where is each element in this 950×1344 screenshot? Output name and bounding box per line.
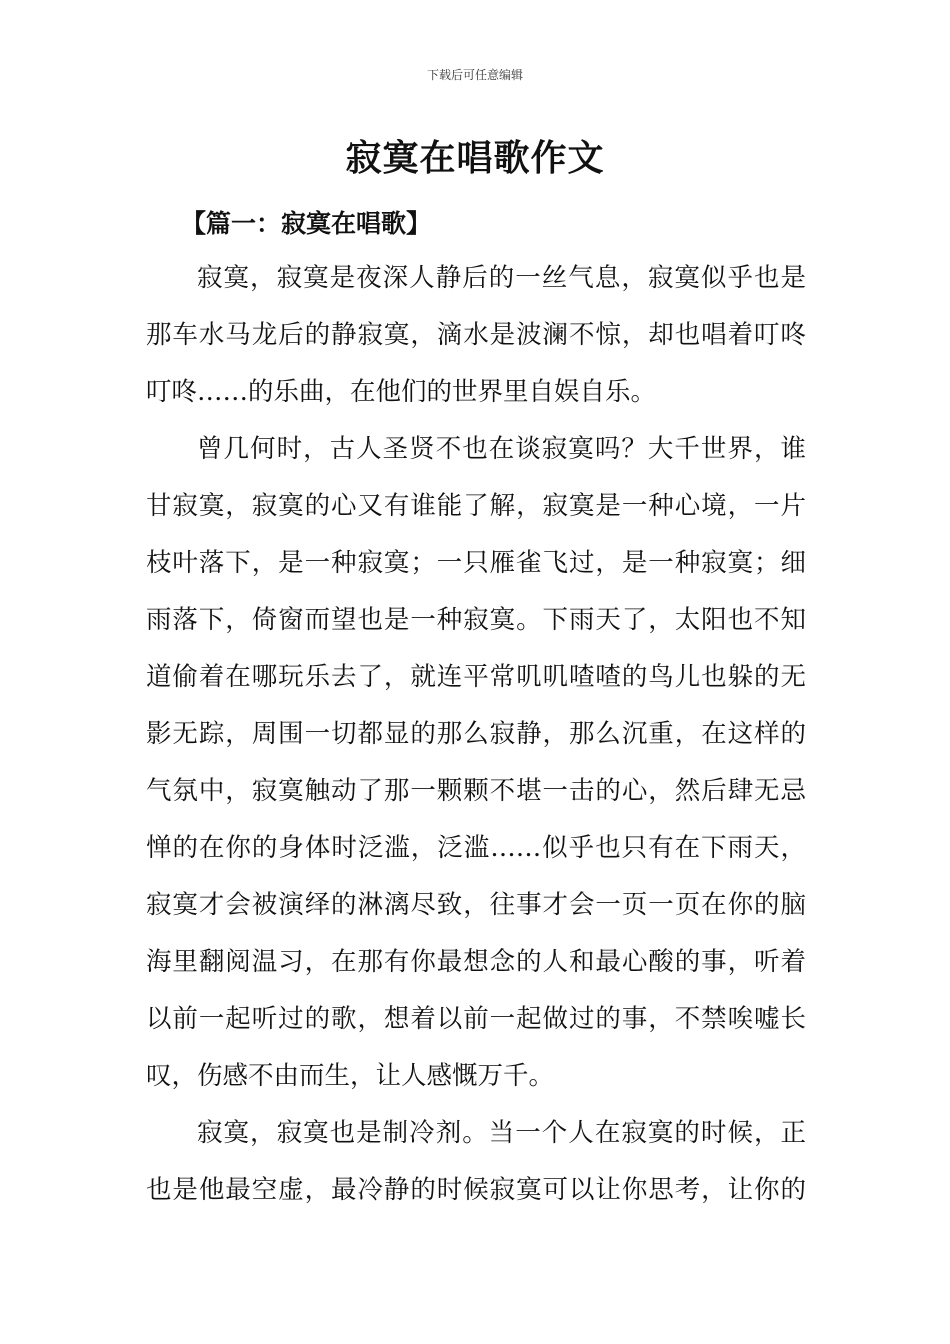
paragraph-2-line-7: 气氛中，寂寞触动了那一颗颗不堪一击的心，然后肆无忌 bbox=[146, 776, 806, 806]
paragraph-1-line-3: 叮咚……的乐曲，在他们的世界里自娱自乐。 bbox=[146, 377, 657, 407]
paragraph-2-line-4: 雨落下，倚窗而望也是一种寂寞。下雨天了，太阳也不知 bbox=[146, 605, 806, 635]
paragraph-2-line-6: 影无踪，周围一切都显的那么寂静，那么沉重，在这样的 bbox=[146, 719, 806, 749]
paragraph-2-line-1: 曾几何时，古人圣贤不也在谈寂寞吗？大千世界，谁 bbox=[197, 434, 806, 464]
paragraph-2-line-3: 枝叶落下，是一种寂寞；一只雁雀飞过，是一种寂寞；细 bbox=[146, 548, 806, 578]
paragraph-2-line-12: 叹，伤感不由而生，让人感慨万千。 bbox=[146, 1061, 555, 1091]
paragraph-3-line-1: 寂寞，寂寞也是制冷剂。当一个人在寂寞的时候，正 bbox=[197, 1118, 806, 1148]
paragraph-2-line-10: 海里翻阅温习，在那有你最想念的人和最心酸的事，听着 bbox=[146, 947, 806, 977]
header-note: 下载后可任意编辑 bbox=[426, 68, 523, 82]
paragraph-1-line-2: 那车水马龙后的静寂寞，滴水是波澜不惊，却也唱着叮咚 bbox=[146, 320, 806, 350]
paragraph-2-line-9: 寂寞才会被演绎的淋漓尽致，往事才会一页一页在你的脑 bbox=[146, 890, 806, 920]
paragraph-2-line-5: 道偷着在哪玩乐去了，就连平常叽叽喳喳的鸟儿也躲的无 bbox=[146, 662, 806, 692]
paragraph-2-line-8: 惮的在你的身体时泛滥，泛滥……似乎也只有在下雨天， bbox=[146, 833, 806, 863]
paragraph-3-line-2: 也是他最空虚，最冷静的时候寂寞可以让你思考，让你的 bbox=[146, 1175, 806, 1205]
paragraph-2-line-2: 甘寂寞，寂寞的心又有谁能了解，寂寞是一种心境，一片 bbox=[146, 491, 806, 521]
paragraph-1-line-1: 寂寞，寂寞是夜深人静后的一丝气息，寂寞似乎也是 bbox=[197, 263, 806, 293]
document-title: 寂寞在唱歌作文 bbox=[345, 137, 605, 179]
paragraph-2-line-11: 以前一起听过的歌，想着以前一起做过的事，不禁唉嘘长 bbox=[146, 1004, 806, 1034]
section-heading: 【篇一：寂寞在唱歌】 bbox=[181, 209, 432, 238]
